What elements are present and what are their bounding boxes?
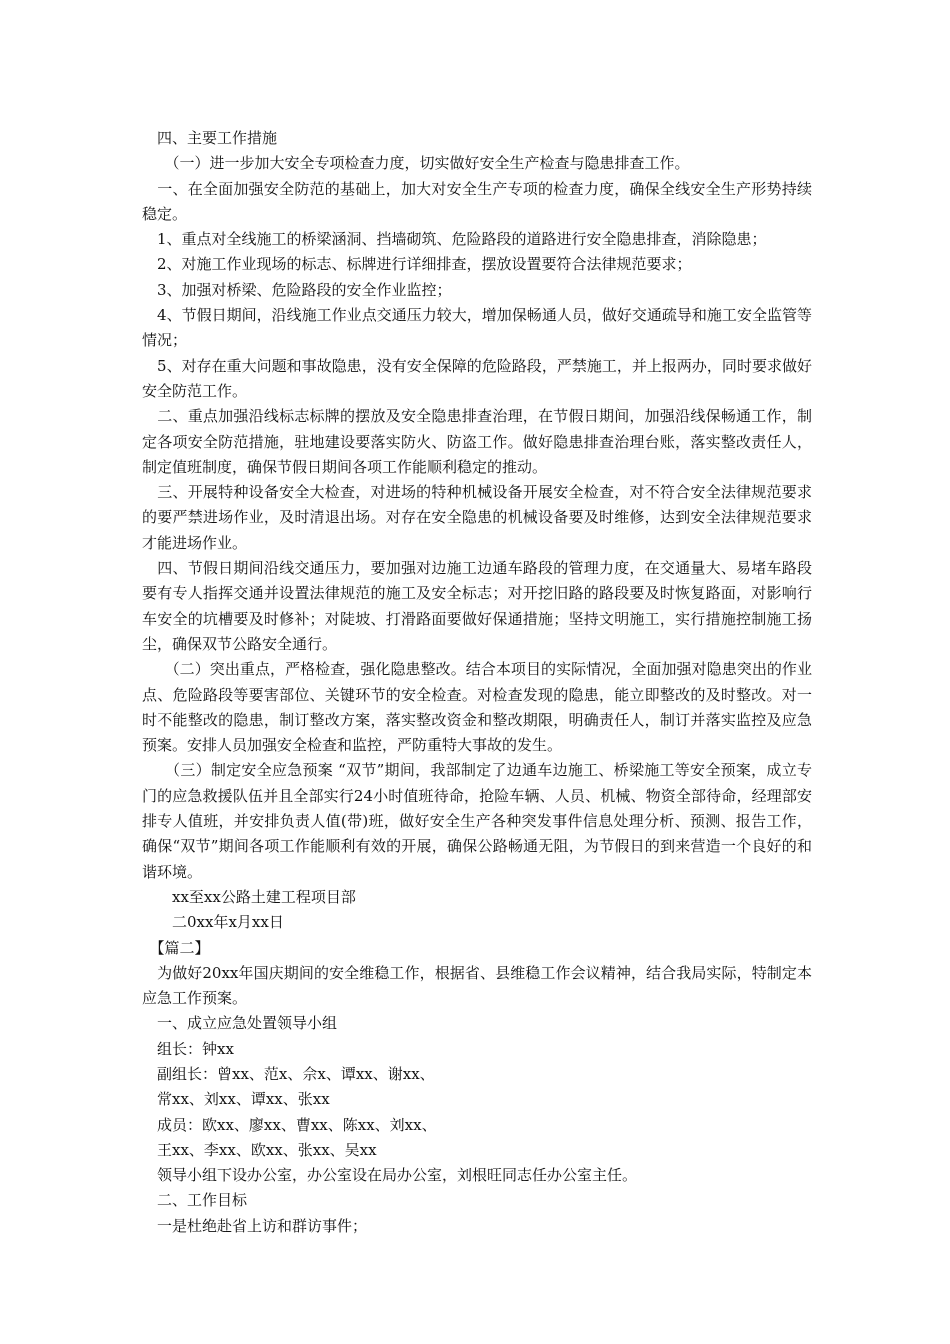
part-heading: 【篇二】 [142,938,210,957]
signature-date: 二0xx年x月xx日 [142,913,284,932]
member-line: 组长：钟xx [142,1039,234,1058]
member-line: 常xx、刘xx、谭xx、张xx [142,1090,330,1109]
member-line: 副组长：曾xx、范x、佘x、谭xx、谢xx、 [142,1064,435,1083]
member-line: 成员：欧xx、廖xx、曹xx、陈xx、刘xx、 [142,1115,437,1134]
list-item: 2、对施工作业现场的标志、标牌进行详细排查，摆放设置要符合法律规范要求； [142,255,692,274]
paragraph: 为做好20xx年国庆期间的安全维稳工作，根据省、县维稳工作会议精神，结合我局实际，特制定本应急工作预案。 [142,963,812,1008]
section-heading: 二、工作目标 [142,1191,248,1210]
member-line: 王xx、李xx、欧xx、张xx、吴xx [142,1140,377,1159]
paragraph: 四、节假日期间沿线交通压力，要加强对边施工边通车路段的管理力度，在交通量大、易堵车路段要有专人指挥交通并设置法律规范的施工及安全标志；对开挖旧路的路段要及时恢复路面，对影响行车安全的坑槽要及时修补；对陡坡、打滑路面要做好保通措施；坚持文明施工，实行措施控制施工扬尘，确保双节公路安全通行。 [142,559,812,653]
list-item: 1、重点对全线施工的桥梁涵洞、挡墙砌筑、危险路段的道路进行安全隐患排查，消除隐患； [142,230,767,249]
paragraph: 三、开展特种设备安全大检查，对进场的特种机械设备开展安全检查，对不符合安全法律规范要求的要严禁进场作业，及时清退出场。对存在安全隐患的机械设备要及时维修，达到安全法律规范要求才能进场作业。 [142,483,812,552]
list-item: 5、对存在重大问题和事故隐患，没有安全保障的危险路段，严禁施工，并上报两办，同时要求做好安全防范工作。 [142,356,812,400]
subsection-paragraph-2: （二）突出重点，严格检查，强化隐患整改。结合本项目的实际情况，全面加强对隐患突出的作业点、危险路段等要害部位、关键环节的安全检查。对检查发现的隐患，能立即整改的及时整改。对一时不能整改的隐患，制订整改方案，落实整改资金和整改期限，明确责任人，制订并落实监控及应急预案。安排人员加强安全检查和监控，严防重特大事故的发生。 [142,660,812,755]
list-item: 4、节假日期间，沿线施工作业点交通压力较大，增加保畅通人员，做好交通疏导和施工安全监管等情况； [142,306,812,350]
paragraph: 二、重点加强沿线标志标牌的摆放及安全隐患排查治理，在节假日期间，加强沿线保畅通工作，制定各项安全防范措施，驻地建设要落实防火、防盗工作。做好隐患排查治理台账，落实整改责任人，制定值班制度，确保节假日期间各项工作能顺利稳定的推动。 [142,407,812,476]
paragraph: 一是杜绝赴省上访和群访事件； [142,1216,368,1235]
subsection-paragraph-3: （三）制定安全应急预案 “双节”期间，我部制定了边通车边施工、桥梁施工等安全预案，成立专门的应急救援队伍并且全部实行24小时值班待命，抢险车辆、人员、机械、物资全部待命，经理部安排专人值班，并安排负责人值(带)班，做好安全生产各种突发事件信息处理分析、预测、报告工作，确保“双节”期间各项工作能顺利有效的开展，确保公路畅通无阻，为节假日的到来营造一个良好的和谐环境。 [142,761,812,881]
list-item: 3、加强对桥梁、危险路段的安全作业监控； [142,280,452,299]
paragraph: 一、在全面加强安全防范的基础上，加大对安全生产专项的检查力度，确保全线安全生产形势持续稳定。 [142,179,812,223]
paragraph: 领导小组下设办公室，办公室设在局办公室，刘根旺同志任办公室主任。 [142,1166,638,1185]
section-heading-4: 四、主要工作措施 [142,129,278,147]
section-heading: 一、成立应急处置领导小组 [142,1014,338,1033]
subsection-heading-1: （一）进一步加大安全专项检查力度，切实做好安全生产检查与隐患排查工作。 [142,154,690,173]
signature-organization: xx至xx公路土建工程项目部 [142,887,356,906]
document-body [142,126,812,1239]
